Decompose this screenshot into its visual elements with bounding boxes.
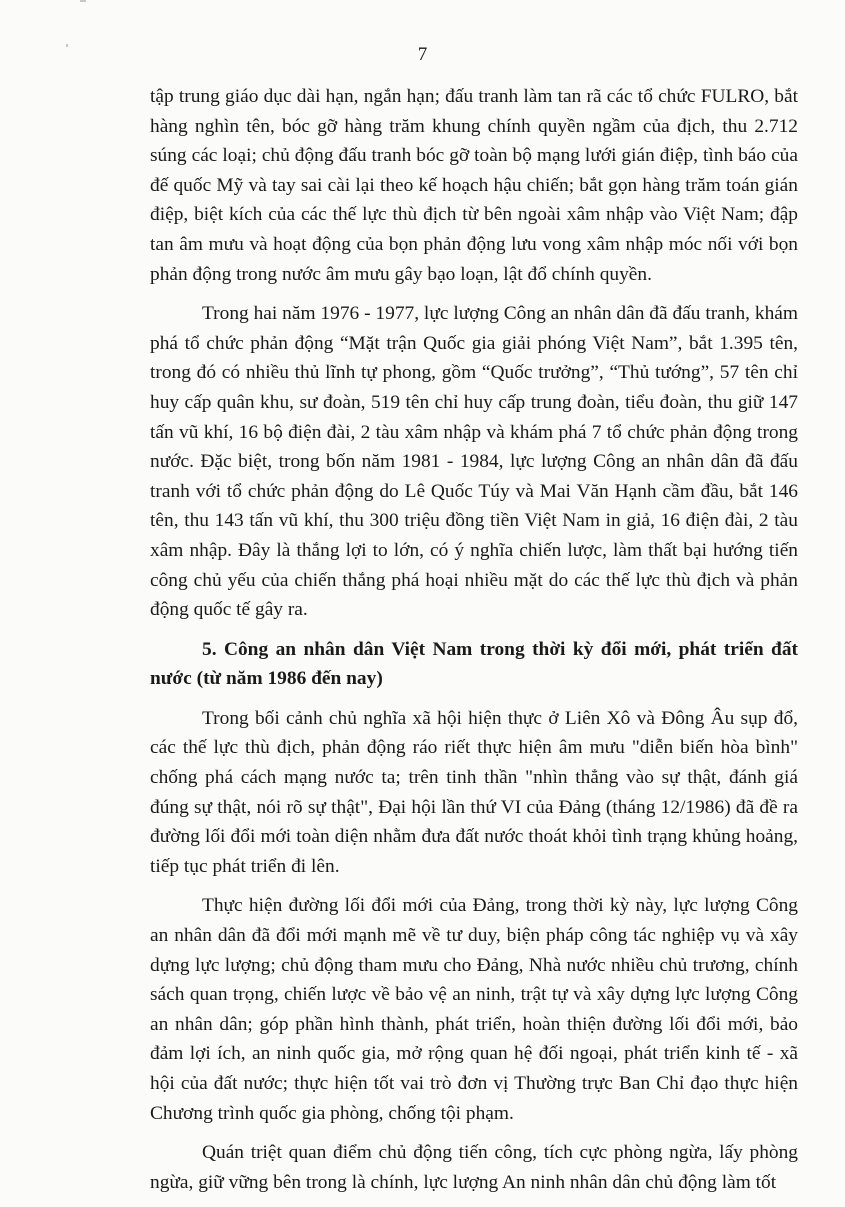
paragraph-context: Trong bối cảnh chủ nghĩa xã hội hiện thực ở Liên Xô và Đông Âu sụp đổ, các thế lực thù địch, phản động ráo riết thực hiện âm mưu "diễn biến hòa bình" chống phá cách mạng nước ta; trên tinh thần "nhìn thẳng vào sự thật, đánh giá đúng sự thật, nói rõ sự thật", Đại hội lần thứ VI của Đảng (tháng 12/1986) đã đề ra đường lối đổi mới toàn diện nhằm đưa đất nước thoát khỏi tình trạng khủng hoảng, tiếp tục phát triển đi lên.	[150, 707, 798, 877]
section-heading: 5. Công an nhân dân Việt Nam trong thời kỳ đổi mới, phát triển đất nước (từ năm 1986 đến nay)	[150, 638, 798, 690]
page-number: 7	[417, 44, 428, 65]
paragraph-1976-1977: Trong hai năm 1976 - 1977, lực lượng Công an nhân dân đã đấu tranh, khám phá tổ chức phản động “Mặt trận Quốc gia giải phóng Việt Nam”, bắt 1.395 tên, trong đó có nhiều thủ lĩnh tự phong, gồm “Quốc trưởng”, “Thủ tướng”, 57 tên chỉ huy cấp quân khu, sư đoàn, 519 tên chỉ huy cấp trung đoàn, tiểu đoàn, thu giữ 147 tấn vũ khí, 16 bộ điện đài, 2 tàu xâm nhập và khám phá 7 tổ chức phản động trong nước. Đặc biệt, trong bốn năm 1981 - 1984, lực lượng Công an nhân dân đã đấu tranh với tổ chức phản động do Lê Quốc Túy và Mai Văn Hạnh cầm đầu, bắt 146 tên, thu 143 tấn vũ khí, thu 300 triệu đồng tiền Việt Nam in giả, 16 điện đài, 2 tàu xâm nhập. Đây là thắng lợi to lớn, có ý nghĩa chiến lược, làm thất bại hướng tiến công chủ yếu của chiến thắng phá hoại nhiều mặt do các thế lực thù địch và phản động quốc tế gây ra.	[150, 303, 798, 621]
paragraph-continuation: tập trung giáo dục dài hạn, ngắn hạn; đấu tranh làm tan rã các tổ chức FULRO, bắt hàng nghìn tên, bóc gỡ hàng trăm khung chính quyền ngầm của địch, thu 2.712 súng các loại; chủ động đấu tranh bóc gỡ toàn bộ mạng lưới gián điệp, tình báo của đế quốc Mỹ và tay sai cài lại theo kế hoạch hậu chiến; bắt gọn hàng trăm toán gián điệp, biệt kích của các thế lực thù địch từ bên ngoài xâm nhập vào Việt Nam; đập tan âm mưu và hoạt động của bọn phản động lưu vong xâm nhập móc nối với bọn phản động trong nước âm mưu gây bạo loạn, lật đổ chính quyền.	[150, 86, 798, 285]
scan-artifact	[80, 0, 86, 2]
document-body	[150, 82, 798, 1207]
paragraph-renewal: Thực hiện đường lối đổi mới của Đảng, trong thời kỳ này, lực lượng Công an nhân dân đã đổi mới mạnh mẽ về tư duy, biện pháp công tác nghiệp vụ và xây dựng lực lượng; chủ động tham mưu cho Đảng, Nhà nước nhiều chủ trương, chính sách quan trọng, chiến lược về bảo vệ an ninh, trật tự và xây dựng lực lượng Công an nhân dân; góp phần hình thành, phát triển, hoàn thiện đường lối đổi mới, bảo đảm lợi ích, an ninh quốc gia, mở rộng quan hệ đối ngoại, phát triển kinh tế - xã hội của đất nước; thực hiện tốt vai trò đơn vị Thường trực Ban Chỉ đạo thực hiện Chương trình quốc gia phòng, chống tội phạm.	[150, 895, 798, 1124]
paragraph-security: Quán triệt quan điểm chủ động tiến công, tích cực phòng ngừa, lấy phòng ngừa, giữ vững bên trong là chính, lực lượng An ninh nhân dân chủ động làm tốt	[150, 1142, 798, 1193]
